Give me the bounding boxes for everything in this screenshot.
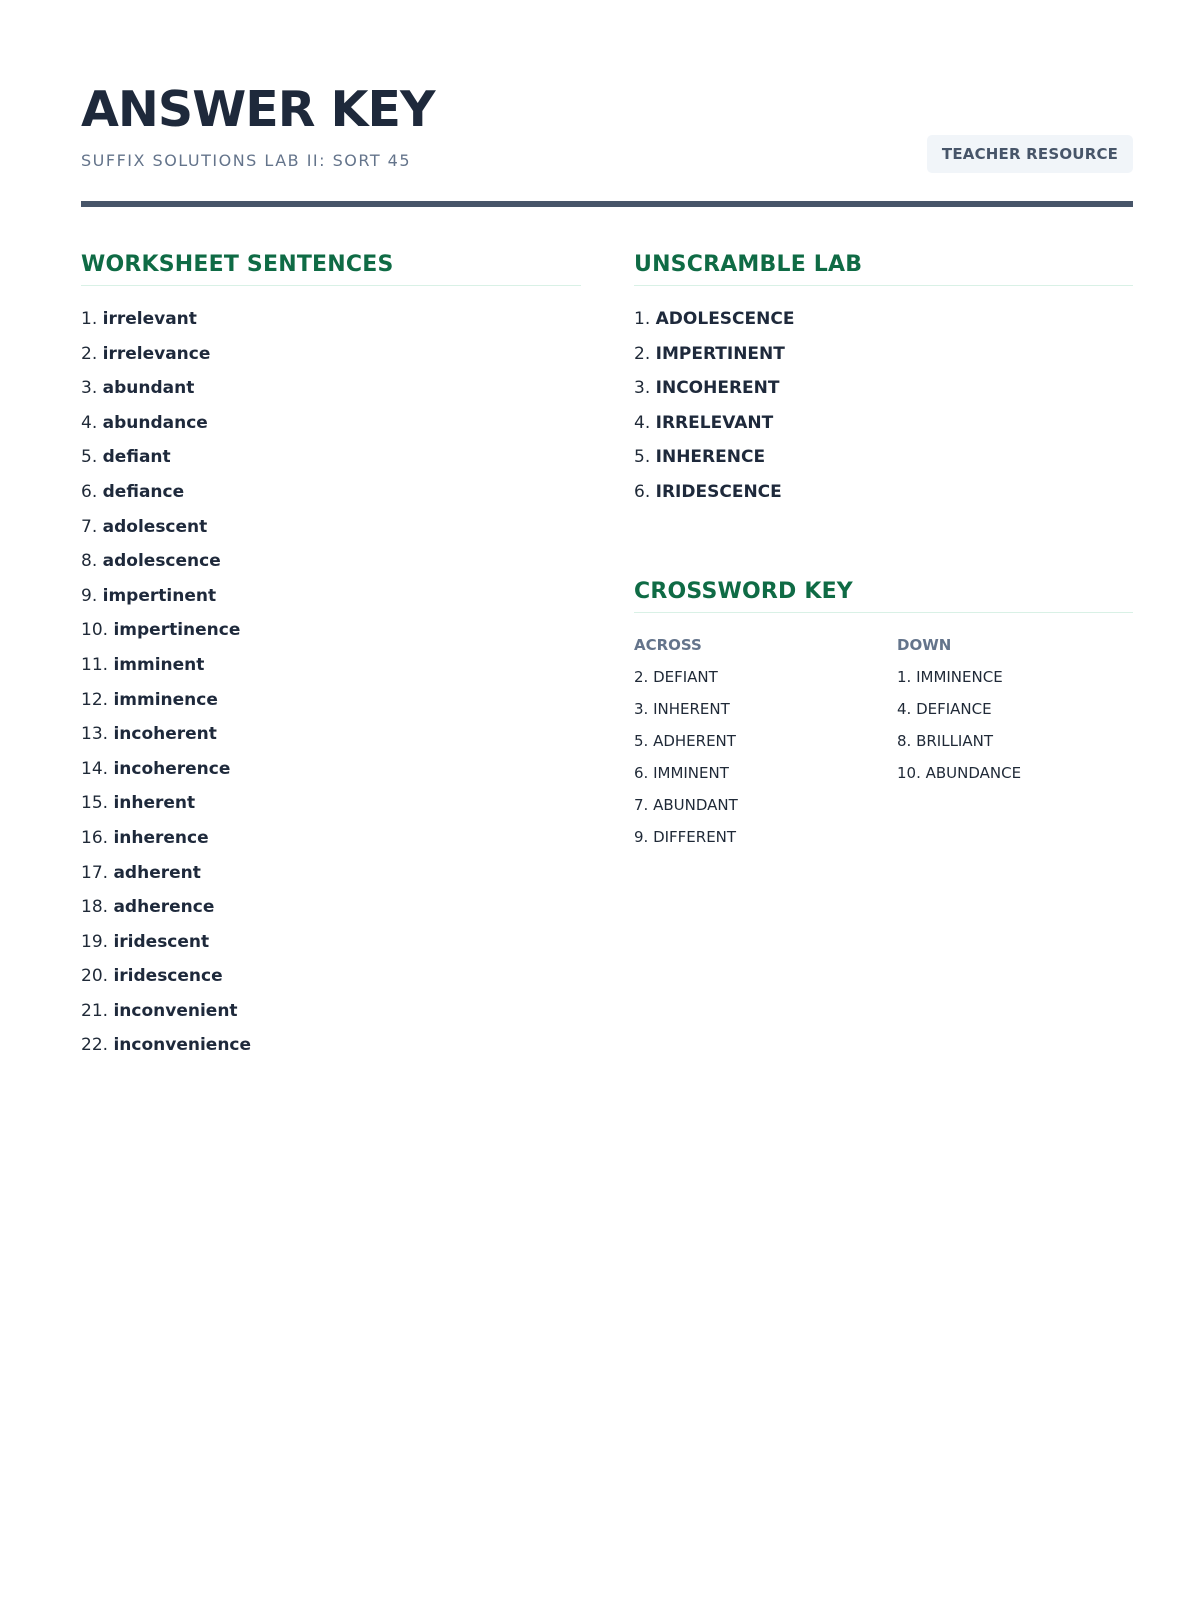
down-heading: DOWN xyxy=(897,635,952,654)
worksheet-answer-list xyxy=(81,305,581,1066)
unscramble-lab-heading: UNSCRAMBLE LAB xyxy=(634,252,863,277)
item-number: 22. xyxy=(81,1035,109,1056)
worksheet-answer-item xyxy=(81,478,581,513)
worksheet-answer-item xyxy=(81,513,581,548)
item-number: 17. xyxy=(81,862,109,883)
answer-word: imminence xyxy=(113,689,218,710)
answer-word: adolescent xyxy=(102,516,208,537)
worksheet-answer-item xyxy=(81,686,581,721)
crossword-key-heading: CROSSWORD KEY xyxy=(634,578,853,604)
answer-word: abundance xyxy=(102,412,208,433)
across-answer-item: 5. ADHERENT xyxy=(634,731,736,750)
header-divider xyxy=(81,201,1133,207)
answer-word: abundant xyxy=(102,378,195,399)
worksheet-answer-item xyxy=(81,340,581,375)
answer-word: irrelevance xyxy=(102,343,211,364)
answer-key-page xyxy=(81,0,1133,1056)
item-number: 15. xyxy=(81,793,109,814)
answer-word: IRIDESCENCE xyxy=(655,481,782,502)
answer-word: impertinent xyxy=(102,585,217,606)
worksheet-answer-item xyxy=(81,997,581,1032)
answer-word: inherent xyxy=(113,793,196,814)
worksheet-answer-item xyxy=(81,651,581,686)
worksheet-answer-item xyxy=(81,720,581,755)
worksheet-answer-item xyxy=(81,928,581,963)
item-number: 13. xyxy=(81,724,109,745)
answer-word: IRRELEVANT xyxy=(655,412,774,433)
worksheet-answer-item xyxy=(81,824,581,859)
unscramble-lab-section xyxy=(634,245,1133,513)
item-number: 11. xyxy=(81,654,109,675)
item-number: 18. xyxy=(81,897,109,918)
item-number: 7. xyxy=(81,516,98,537)
across-answer-item: 2. DEFIANT xyxy=(634,667,718,686)
unscramble-answer-item xyxy=(634,374,1133,409)
answer-word: defiant xyxy=(102,447,171,468)
answer-word: incoherent xyxy=(113,724,217,745)
crossword-columns xyxy=(634,633,1133,873)
item-number: 16. xyxy=(81,827,109,848)
answer-word: inconvenience xyxy=(113,1035,252,1056)
item-number: 20. xyxy=(81,966,109,987)
worksheet-answer-item xyxy=(81,374,581,409)
section-divider xyxy=(634,285,1133,286)
worksheet-answer-item xyxy=(81,962,581,997)
answer-word: adolescence xyxy=(102,551,221,572)
item-number: 4. xyxy=(81,412,98,433)
across-answer-list xyxy=(634,665,738,857)
answer-word: ADOLESCENCE xyxy=(655,309,795,329)
unscramble-answer-item xyxy=(634,443,1133,478)
worksheet-answer-item xyxy=(81,1031,581,1066)
down-answer-list xyxy=(897,665,1021,793)
worksheet-answer-item xyxy=(81,859,581,894)
answer-word: INHERENCE xyxy=(655,447,766,468)
item-number: 2. xyxy=(634,343,651,364)
across-heading: ACROSS xyxy=(634,635,702,654)
worksheet-answer-item xyxy=(81,443,581,478)
section-divider xyxy=(81,285,581,286)
down-answer-item: 10. ABUNDANCE xyxy=(897,763,1022,782)
worksheet-answer-item xyxy=(81,893,581,928)
unscramble-answer-item xyxy=(634,340,1133,375)
worksheet-answer-item xyxy=(81,582,581,617)
answer-word: adherence xyxy=(113,897,215,918)
answer-word: iridescence xyxy=(113,966,223,987)
worksheet-answer-item xyxy=(81,789,581,824)
answer-word: iridescent xyxy=(113,931,210,952)
answer-word: irrelevant xyxy=(102,309,197,329)
answer-word: adherent xyxy=(113,862,201,883)
page-header xyxy=(81,0,1133,208)
crossword-key-section xyxy=(634,572,1133,873)
item-number: 3. xyxy=(81,378,98,399)
worksheet-answer-item xyxy=(81,755,581,790)
item-number: 12. xyxy=(81,689,109,710)
answer-word: incoherence xyxy=(113,758,231,779)
item-number: 5. xyxy=(81,447,98,468)
worksheet-answer-item xyxy=(81,616,581,651)
worksheet-sentences-heading: WORKSHEET SENTENCES xyxy=(81,252,394,277)
across-answer-item: 3. INHERENT xyxy=(634,699,730,718)
answer-word: impertinence xyxy=(113,620,241,641)
across-answer-item: 7. ABUNDANT xyxy=(634,795,738,814)
item-number: 8. xyxy=(81,551,98,572)
unscramble-answer-list xyxy=(634,305,1133,513)
item-number: 5. xyxy=(634,447,651,468)
unscramble-answer-item xyxy=(634,478,1133,513)
item-number: 9. xyxy=(81,585,98,606)
item-number: 21. xyxy=(81,1000,109,1021)
answer-word: INCOHERENT xyxy=(655,378,780,399)
crossword-across-column xyxy=(634,633,738,857)
page-subtitle: SUFFIX SOLUTIONS LAB II: SORT 45 xyxy=(81,151,412,170)
answer-word: inconvenient xyxy=(113,1000,238,1021)
unscramble-answer-item xyxy=(634,305,1133,340)
item-number: 4. xyxy=(634,412,651,433)
worksheet-answer-item xyxy=(81,409,581,444)
answer-word: IMPERTINENT xyxy=(655,343,785,364)
worksheet-sentences-section xyxy=(81,245,581,1066)
item-number: 10. xyxy=(81,620,109,641)
item-number: 14. xyxy=(81,758,109,779)
section-divider xyxy=(634,612,1133,613)
answer-word: defiance xyxy=(102,481,185,502)
right-column xyxy=(634,245,1133,873)
page-title: ANSWER KEY xyxy=(81,81,435,138)
across-answer-item: 6. IMMINENT xyxy=(634,763,729,782)
item-number: 2. xyxy=(81,343,98,364)
item-number: 6. xyxy=(634,481,651,502)
down-answer-item: 1. IMMINENCE xyxy=(897,667,1003,686)
across-answer-item: 9. DIFFERENT xyxy=(634,827,737,846)
item-number: 6. xyxy=(81,481,98,502)
answer-word: inherence xyxy=(113,827,209,848)
answer-word: imminent xyxy=(113,654,205,675)
down-answer-item: 4. DEFIANCE xyxy=(897,699,992,718)
item-number: 19. xyxy=(81,931,109,952)
crossword-down-column xyxy=(897,633,1021,793)
down-answer-item: 8. BRILLIANT xyxy=(897,731,993,750)
worksheet-answer-item xyxy=(81,305,581,340)
unscramble-answer-item xyxy=(634,409,1133,444)
item-number: 1. xyxy=(81,309,98,329)
item-number: 1. xyxy=(634,309,651,329)
teacher-resource-badge: TEACHER RESOURCE xyxy=(927,135,1133,173)
item-number: 3. xyxy=(634,378,651,399)
worksheet-answer-item xyxy=(81,547,581,582)
